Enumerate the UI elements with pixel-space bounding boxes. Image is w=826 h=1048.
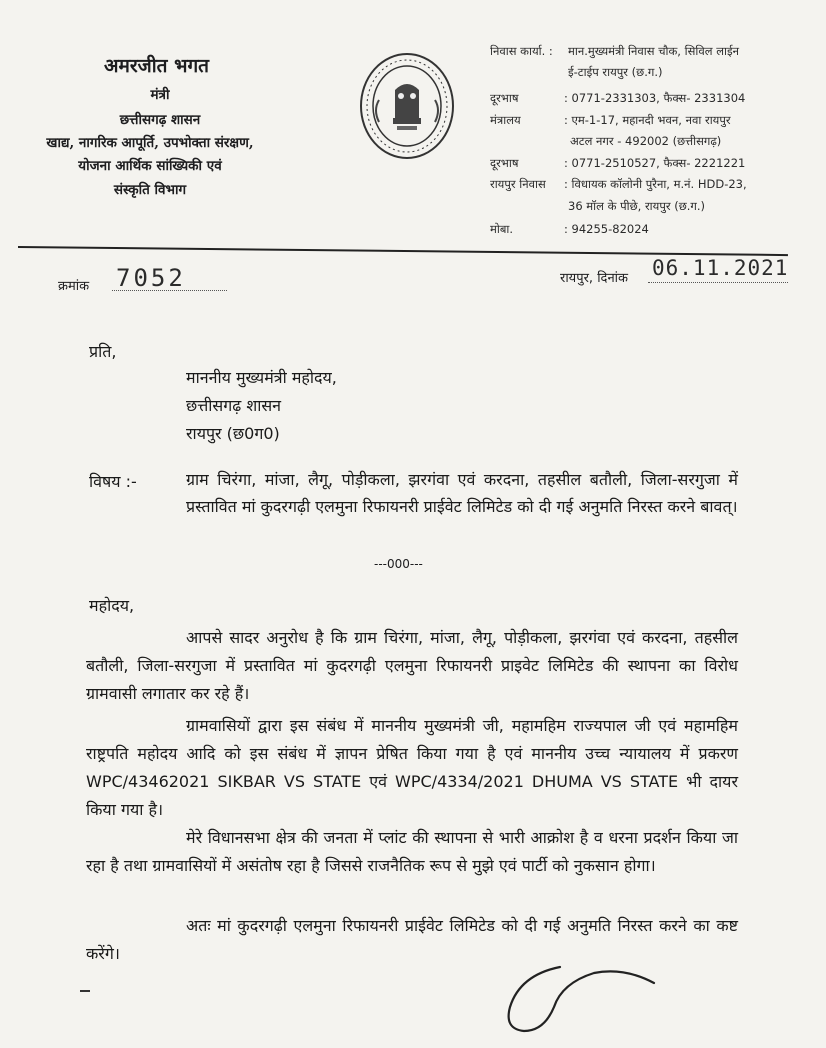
label: मंत्रालय — [490, 113, 521, 127]
label: दूरभाष — [490, 91, 519, 105]
paragraph-4: अतः मां कुदरगढ़ी एलमुना रिफायनरी प्राईवेट लिमिटेड को दी गई अनुमति निरस्त करने का कष्ट करेंगे। — [86, 916, 738, 963]
value: अटल नगर - 492002 (छत्तीसगढ़) — [570, 134, 722, 148]
contact-phone-1 — [490, 91, 820, 109]
addressee-line-3: रायपुर (छ0ग0) — [186, 424, 280, 443]
salutation: महोदय, — [89, 596, 135, 615]
date-dotted-line — [648, 282, 788, 283]
label: रायपुर निवास — [490, 177, 546, 191]
value: मान.मुख्यमंत्री निवास चौक, सिविल लाईन — [568, 44, 739, 58]
kramank-number: 7052 — [116, 264, 186, 292]
label: मोबा. — [490, 222, 514, 236]
paragraph-2: ग्रामवासियों द्वारा इस संबंध में माननीय मुख्यमंत्री जी, महामहिम राज्यपाल जी एवं महामहिम राष्ट्रपति महोदय आदि को इस संबंध में ज्ञापन प्रेषित किया गया है एवं माननीय उच्च न्यायालय में प्रकरण WPC/43462021 SIKBAR VS STATE एवं WPC/4334/2021 DHUMA VS STATE भी दायर किया गया है। — [86, 716, 738, 819]
contact-raipur-residence-2 — [490, 199, 820, 217]
contact-raipur-residence — [490, 177, 820, 195]
designation: मंत्री — [150, 87, 170, 103]
separator: ---000--- — [374, 557, 423, 571]
government: छत्तीसगढ़ शासन — [119, 112, 201, 128]
subject-label: विषय :- — [89, 472, 137, 491]
value: : विधायक कॉलोनी पुरैना, म.नं. HDD-23, — [564, 177, 747, 191]
label: दूरभाष — [490, 156, 519, 170]
contact-ministry — [490, 113, 820, 131]
minister-name: अमरजीत भगत — [104, 55, 209, 77]
contact-ministry-2 — [490, 134, 820, 152]
value: : 94255-82024 — [564, 222, 649, 236]
date-label: रायपुर, दिनांक — [560, 271, 629, 286]
margin-mark — [80, 990, 90, 992]
contact-mobile — [490, 222, 820, 240]
paragraph-3: मेरे विधानसभा क्षेत्र की जनता में प्लांट की स्थापना से भारी आक्रोश है व धरना प्रदर्शन किया जा रहा है तथा ग्रामवासियों में असंतोष रहा है जिससे राजनैतिक रूप से मुझे एवं पार्टी को नुकसान होगा। — [86, 828, 738, 875]
kramank-dotted-line — [112, 290, 227, 291]
value: : एम-1-17, महानदी भवन, नवा रायपुर — [564, 113, 731, 127]
value: ई-टाईप रायपुर (छ.ग.) — [568, 65, 663, 79]
subject-text: ग्राम चिरंगा, मांजा, लैगू, पोड़ीकला, झरगंवा एवं करदना, तहसील बतौली, जिला-सरगुजा में प्रस्तावित मां कुदरगढ़ी एलमुना रिफायनरी प्राईवेट लिमिटेड को दी गई अनुमति निरस्त करने बावत्। — [186, 470, 738, 516]
header-divider — [18, 246, 788, 256]
value: : 0771-2510527, फैक्स- 2221221 — [564, 156, 746, 170]
contact-residence-office — [490, 44, 820, 62]
signature-icon — [500, 955, 680, 1045]
value: 36 मॉल के पीछे, रायपुर (छ.ग.) — [568, 199, 706, 213]
prati: प्रति, — [89, 342, 117, 361]
addressee-line-2: छत्तीसगढ़ शासन — [186, 396, 282, 415]
department-line-1: खाद्य, नागरिक आपूर्ति, उपभोक्ता संरक्षण, — [46, 135, 254, 151]
label: निवास कार्या. : — [490, 44, 553, 58]
value: : 0771-2331303, फैक्स- 2331304 — [564, 91, 746, 105]
kramank-label: क्रमांक — [58, 279, 90, 294]
department-line-2: योजना आर्थिक सांख्यिकी एवं — [78, 158, 222, 174]
letter-date: 06.11.2021 — [652, 256, 789, 280]
contact-phone-2 — [490, 156, 820, 174]
addressee-line-1: माननीय मुख्यमंत्री महोदय, — [186, 368, 337, 387]
state-emblem-icon — [357, 50, 457, 162]
contact-residence-office-2 — [490, 65, 820, 83]
paragraph-1: आपसे सादर अनुरोध है कि ग्राम चिरंगा, मांजा, लैगू, पोड़ीकला, झरगंवा एवं करदना, तहसील बतौली, जिला-सरगुजा में प्रस्तावित मां कुदरगढ़ी एलमुना रिफायनरी प्राइवेट लिमिटेड की स्थापना का विरोध ग्रामवासी लगातार कर रहे हैं। — [86, 628, 738, 703]
department-line-3: संस्कृति विभाग — [113, 182, 187, 198]
